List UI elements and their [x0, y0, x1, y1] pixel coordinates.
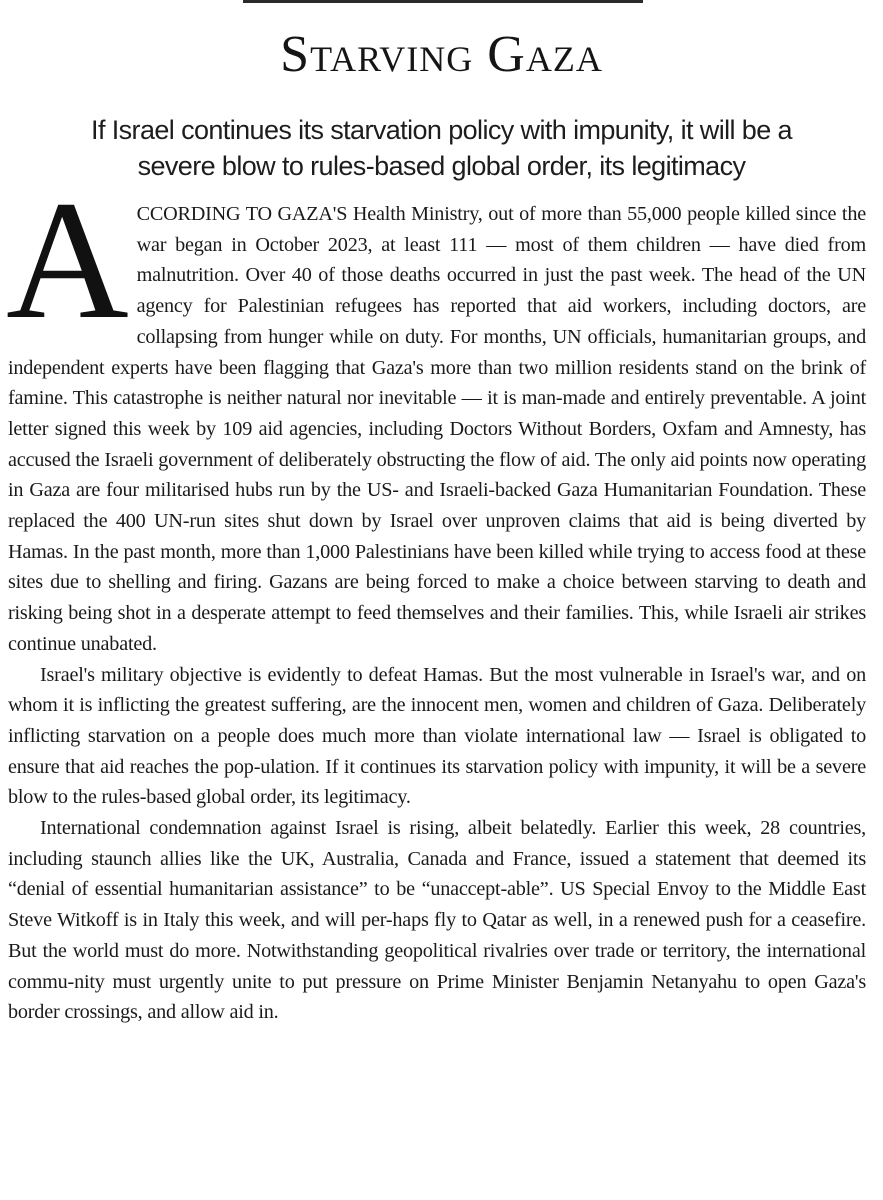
deck-line-1: If Israel continues its starvation policy with impunity, it will be a — [91, 115, 792, 145]
drop-cap: A — [6, 166, 129, 354]
top-rule — [243, 0, 643, 3]
deck — [0, 112, 883, 184]
deck-line-2: severe blow to rules-based global order, its legitimacy — [137, 151, 746, 181]
paragraph-2: Israel's military objective is evidently to defeat Hamas. But the most vulnerable in Israel's war, and on whom it is inflicting the greatest suffering, are the innocent men, women and children of Gaza. Deliberately inflicting starvation on a people does much more than violate international law — Israel is obligated to ensure that aid reaches the pop-ulation. If it continues its starvation policy with impunity, it will be a severe blow to the rules-based global order, its legitimacy. — [8, 663, 866, 809]
paragraph-1-text: Health Ministry, out of more than 55,000 people killed since the war began in October 2023, at least 111 — most of them children — have died from malnutrition. Over 40 of those deaths occurred in just the past week. The head of the UN agency for Palestinian refugees has reported that aid workers, including doctors, are collapsing from hunger while on duty. For months, UN officials, humanitarian groups, and independent experts have been flagging that Gaza's more than two million residents stand on the brink of famine. This catastrophe is neither natural nor inevitable — it is man-made and entirely preventable. A joint letter signed this week by 109 aid agencies, including Doctors Without Borders, Oxfam and Amnesty, has accused the Israeli government of deliberately obstructing the flow of aid. The only aid points now operating in Gaza are four militarised hubs run by the US- and Israeli-backed Gaza Humanitarian Foundation. These replaced the 400 UN-run sites shut down by Israel over unproven claims that aid is being diverted by Hamas. In the past month, more than 1,000 Palestinians have been killed while trying to access food at these sites due to shelling and firing. Gazans are being forced to make a choice between starving to death and risking being shot in a desperate attempt to feed themselves and their families. This, while Israeli air strikes continue unabated. — [8, 203, 866, 655]
paragraph-3: International condemnation against Israel is rising, albeit belatedly. Earlier this week, 28 countries, including staunch allies like the UK, Australia, Canada and France, issued a statement that deemed its “denial of essential humanitarian assistance” to be “unaccept-able”. US Special Envoy to the Middle East Steve Witkoff is in Italy this week, and will per-haps fly to Qatar as well, in a renewed push for a ceasefire. But the world must do more. Notwithstanding geopolitical rivalries over trade or territory, the international commu-nity must urgently unite to put pressure on Prime Minister Benjamin Netanyahu to open Gaza's border crossings, and allow aid in. — [8, 817, 866, 1024]
lead-in: CCORDING TO GAZA'S — [136, 203, 348, 225]
headline: Starving Gaza — [280, 26, 603, 83]
